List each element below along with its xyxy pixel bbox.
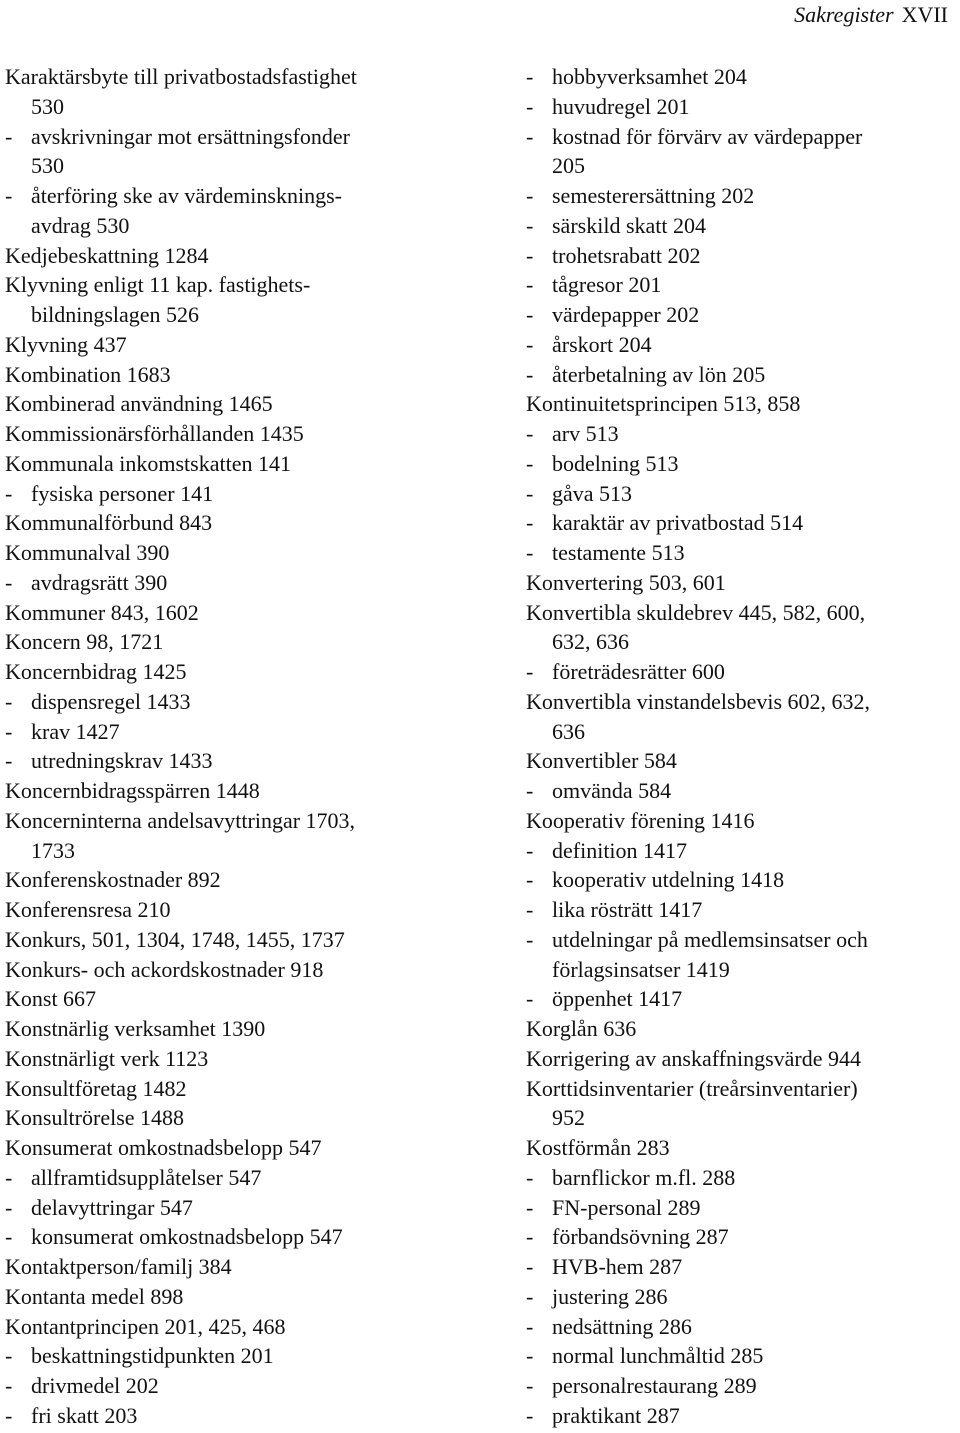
index-subentry [526, 330, 956, 360]
entry-text: avskrivningar mot ersättningsfonder [31, 123, 350, 149]
entry-text: kostnad för förvärv av värdepapper [552, 123, 863, 149]
entry-text: 636 [552, 718, 585, 744]
subentry-dash: - [526, 421, 534, 446]
subentry-dash: - [526, 510, 534, 536]
index-entry [5, 330, 475, 360]
index-entry [526, 1074, 956, 1104]
index-entry [5, 865, 475, 895]
entry-text: Konferensresa 210 [5, 897, 171, 922]
index-entry [526, 1133, 956, 1163]
index-subentry [526, 62, 956, 92]
entry-text: arv 513 [552, 421, 619, 446]
page-number: XVII [901, 2, 948, 27]
index-subentry [5, 717, 475, 747]
entry-text: definition 1417 [552, 837, 688, 863]
index-subentry [5, 687, 475, 717]
subentry-dash: - [5, 1164, 13, 1190]
entry-text: normal lunchmåltid 285 [552, 1343, 764, 1369]
entry-text: Kontantprincipen 201, 425, 468 [5, 1313, 286, 1339]
subentry-dash: - [526, 123, 534, 149]
entry-text: Konvertibler 584 [526, 748, 677, 774]
entry-text: allframtidsupplåtelser 547 [31, 1164, 262, 1190]
index-entry [5, 360, 475, 390]
index-entry [526, 568, 956, 598]
subentry-dash: - [526, 64, 534, 89]
index-subentry [526, 479, 956, 509]
subentry-dash: - [5, 123, 13, 149]
entry-text: trohetsrabatt 202 [552, 242, 701, 268]
entry-text: huvudregel 201 [552, 93, 690, 119]
subentry-dash: - [526, 1313, 534, 1339]
index-subentry [5, 1371, 475, 1401]
index-subentry [5, 1193, 475, 1223]
index-entry-continuation [526, 1103, 956, 1133]
entry-text: Korglån 636 [526, 1016, 637, 1041]
subentry-dash: - [526, 540, 534, 565]
index-column-right [526, 62, 956, 1431]
entry-text: företrädesrätter 600 [552, 659, 725, 684]
entry-text: beskattningstidpunkten 201 [31, 1343, 274, 1369]
index-subentry [526, 984, 956, 1014]
index-subentry [526, 1312, 956, 1342]
entry-text: semesterersättning 202 [552, 183, 755, 208]
subentry-dash: - [526, 986, 534, 1012]
subentry-dash: - [5, 1224, 13, 1250]
subentry-dash: - [526, 302, 534, 327]
index-subentry [526, 1341, 956, 1371]
entry-text: drivmedel 202 [31, 1373, 159, 1398]
entry-text: dispensregel 1433 [31, 688, 191, 714]
index-entry [5, 1074, 475, 1104]
entry-text: återbetalning av lön 205 [552, 361, 766, 387]
subentry-dash: - [526, 183, 534, 208]
entry-text: testamente 513 [552, 540, 685, 565]
subentry-dash: - [5, 688, 13, 714]
subentry-dash: - [526, 1164, 534, 1190]
entry-text: Kontaktperson/familj 384 [5, 1254, 232, 1279]
entry-text: fri skatt 203 [31, 1402, 138, 1428]
entry-text: Konstnärligt verk 1123 [5, 1045, 209, 1071]
index-subentry [526, 776, 956, 806]
index-entry [5, 1282, 475, 1312]
entry-text: 952 [552, 1105, 585, 1131]
entry-text: Kooperativ förening 1416 [526, 807, 755, 833]
index-entry [5, 449, 475, 479]
index-column-left [5, 62, 475, 1431]
entry-text: årskort 204 [552, 331, 652, 357]
index-entry [526, 806, 956, 836]
index-subentry [526, 657, 956, 687]
entry-text: värdepapper 202 [552, 302, 700, 327]
entry-text: tågresor 201 [552, 272, 662, 298]
entry-text: Konvertibla vinstandelsbevis 602, 632, [526, 688, 871, 714]
index-entry [526, 1044, 956, 1074]
index-entry-continuation [526, 627, 956, 657]
entry-text: Kedjebeskattning 1284 [5, 242, 209, 268]
subentry-dash: - [526, 450, 534, 476]
subentry-dash: - [5, 748, 13, 774]
index-entry [5, 776, 475, 806]
index-subentry [5, 1401, 475, 1431]
index-subentry [526, 270, 956, 300]
entry-text: återföring ske av värdeminsknings- [31, 183, 342, 208]
entry-text: Koncern 98, 1721 [5, 629, 164, 655]
entry-text: Konst 667 [5, 986, 97, 1012]
entry-text: Kommuner 843, 1602 [5, 599, 199, 625]
subentry-dash: - [526, 867, 534, 893]
subentry-dash: - [526, 1373, 534, 1398]
subentry-dash: - [526, 1194, 534, 1220]
index-subentry [526, 1282, 956, 1312]
entry-text: avdragsrätt 390 [31, 569, 168, 595]
entry-text: öppenhet 1417 [552, 986, 683, 1012]
index-subentry [526, 508, 956, 538]
entry-text: praktikant 287 [552, 1402, 680, 1428]
index-entry [5, 241, 475, 271]
index-subentry [526, 836, 956, 866]
index-entry-continuation [5, 92, 475, 122]
entry-text: konsumerat omkostnadsbelopp 547 [31, 1224, 343, 1250]
entry-text: Konvertibla skuldebrev 445, 582, 600, [526, 599, 866, 625]
index-entry [5, 925, 475, 955]
index-entry [5, 657, 475, 687]
entry-text: barnflickor m.fl. 288 [552, 1164, 736, 1190]
entry-text: Konstnärlig verksamhet 1390 [5, 1016, 266, 1041]
index-entry [5, 62, 475, 92]
index-subentry [526, 449, 956, 479]
index-entry [5, 806, 475, 836]
entry-text: Koncernbidragsspärren 1448 [5, 778, 260, 803]
entry-text: Kommunalförbund 843 [5, 510, 213, 536]
index-subentry [526, 1252, 956, 1282]
entry-text: Koncernbidrag 1425 [5, 659, 187, 684]
entry-text: utredningskrav 1433 [31, 748, 213, 774]
index-entry [5, 538, 475, 568]
entry-text: Korrigering av anskaffningsvärde 944 [526, 1045, 861, 1071]
entry-text: nedsättning 286 [552, 1313, 692, 1339]
entry-text: Karaktärsbyte till privatbostadsfastighet [5, 64, 357, 89]
entry-text: Kostförmån 283 [526, 1135, 670, 1160]
index-entry-continuation [526, 717, 956, 747]
index-entry [526, 687, 956, 717]
index-entry-continuation [5, 151, 475, 181]
index-entry-continuation [5, 836, 475, 866]
index-entry [5, 270, 475, 300]
index-entry [5, 508, 475, 538]
entry-text: karaktär av privatbostad 514 [552, 510, 804, 536]
index-entry-continuation [5, 300, 475, 330]
entry-text: 205 [552, 153, 585, 179]
index-entry [5, 1103, 475, 1133]
index-entry [526, 598, 956, 628]
entry-text: Kombination 1683 [5, 361, 171, 387]
index-subentry [526, 181, 956, 211]
index-entry-continuation [526, 955, 956, 985]
index-subentry [526, 538, 956, 568]
entry-text: gåva 513 [552, 480, 633, 506]
index-subentry [5, 181, 475, 211]
entry-text: hobbyverksamhet 204 [552, 64, 747, 89]
subentry-dash: - [526, 897, 534, 922]
subentry-dash: - [526, 361, 534, 387]
index-subentry [526, 1371, 956, 1401]
subentry-dash: - [5, 1194, 13, 1220]
subentry-dash: - [5, 480, 13, 506]
subentry-dash: - [526, 659, 534, 684]
subentry-dash: - [526, 1283, 534, 1309]
index-entry [5, 1014, 475, 1044]
index-subentry [526, 1193, 956, 1223]
index-subentry [5, 1163, 475, 1193]
index-entry [5, 1252, 475, 1282]
entry-text: Klyvning enligt 11 kap. fastighets- [5, 272, 311, 298]
subentry-dash: - [5, 183, 13, 208]
entry-text: särskild skatt 204 [552, 212, 706, 238]
index-subentry [526, 419, 956, 449]
entry-text: kooperativ utdelning 1418 [552, 867, 785, 893]
entry-text: FN-personal 289 [552, 1194, 701, 1220]
subentry-dash: - [526, 1402, 534, 1428]
entry-text: bildningslagen 526 [31, 302, 200, 327]
subentry-dash: - [526, 837, 534, 863]
index-subentry [5, 746, 475, 776]
entry-text: delavyttringar 547 [31, 1194, 193, 1220]
subentry-dash: - [526, 778, 534, 803]
entry-text: omvända 584 [552, 778, 672, 803]
entry-text: Korttidsinventarier (treårsinventarier) [526, 1075, 858, 1101]
subentry-dash: - [526, 1224, 534, 1250]
index-subentry [5, 122, 475, 152]
entry-text: Konferenskostnader 892 [5, 867, 221, 893]
index-entry [526, 746, 956, 776]
index-subentry [526, 925, 956, 955]
entry-text: Konsultrörelse 1488 [5, 1105, 185, 1131]
entry-text: Konsultföretag 1482 [5, 1075, 187, 1101]
index-subentry [526, 865, 956, 895]
index-subentry [526, 1401, 956, 1431]
entry-text: utdelningar på medlemsinsatser och [552, 926, 868, 952]
index-entry [5, 598, 475, 628]
index-entry [5, 1044, 475, 1074]
entry-text: Klyvning 437 [5, 331, 127, 357]
subentry-dash: - [5, 1402, 13, 1428]
index-entry-continuation [526, 151, 956, 181]
entry-text: Konsumerat omkostnadsbelopp 547 [5, 1135, 322, 1160]
section-title: Sakregister [794, 2, 894, 27]
index-entry [5, 1133, 475, 1163]
entry-text: Kommunala inkomstskatten 141 [5, 450, 291, 476]
index-subentry [526, 241, 956, 271]
entry-text: fysiska personer 141 [31, 480, 214, 506]
subentry-dash: - [526, 331, 534, 357]
subentry-dash: - [526, 242, 534, 268]
index-subentry [526, 300, 956, 330]
subentry-dash: - [5, 1343, 13, 1369]
index-entry [5, 1312, 475, 1342]
entry-text: förbandsövning 287 [552, 1224, 729, 1250]
index-entry [5, 955, 475, 985]
index-entry [526, 1014, 956, 1044]
entry-text: lika rösträtt 1417 [552, 897, 703, 922]
entry-text: Kommunalval 390 [5, 540, 170, 565]
entry-text: 1733 [31, 837, 75, 863]
index-entry [5, 627, 475, 657]
index-subentry [5, 479, 475, 509]
entry-text: Kontanta medel 898 [5, 1283, 184, 1309]
subentry-dash: - [5, 1373, 13, 1398]
index-entry [5, 389, 475, 419]
subentry-dash: - [5, 718, 13, 744]
subentry-dash: - [526, 926, 534, 952]
index-subentry [526, 360, 956, 390]
entry-text: Konvertering 503, 601 [526, 569, 726, 595]
index-subentry [526, 122, 956, 152]
index-entry-continuation [5, 211, 475, 241]
index-subentry [5, 1341, 475, 1371]
entry-text: bodelning 513 [552, 450, 679, 476]
entry-text: personalrestaurang 289 [552, 1373, 757, 1398]
entry-text: Kommissionärsförhållanden 1435 [5, 421, 304, 446]
running-header [794, 0, 948, 30]
entry-text: HVB-hem 287 [552, 1254, 683, 1279]
subentry-dash: - [526, 1343, 534, 1369]
index-entry [5, 895, 475, 925]
index-subentry [5, 1222, 475, 1252]
subentry-dash: - [526, 1254, 534, 1279]
entry-text: justering 286 [552, 1283, 668, 1309]
entry-text: förlagsinsatser 1419 [552, 956, 730, 982]
subentry-dash: - [526, 480, 534, 506]
subentry-dash: - [526, 212, 534, 238]
entry-text: Konkurs- och ackordskostnader 918 [5, 956, 324, 982]
index-subentry [526, 1163, 956, 1193]
index-subentry [526, 895, 956, 925]
index-subentry [526, 211, 956, 241]
entry-text: Kombinerad användning 1465 [5, 391, 273, 417]
index-entry [526, 389, 956, 419]
entry-text: Koncerninterna andelsavyttringar 1703, [5, 807, 356, 833]
entry-text: Konkurs, 501, 1304, 1748, 1455, 1737 [5, 926, 345, 952]
subentry-dash: - [5, 569, 13, 595]
index-entry [5, 984, 475, 1014]
index-subentry [526, 92, 956, 122]
subentry-dash: - [526, 93, 534, 119]
entry-text: 632, 636 [552, 629, 629, 655]
index-entry [5, 419, 475, 449]
entry-text: avdrag 530 [31, 212, 130, 238]
index-subentry [526, 1222, 956, 1252]
index-subentry [5, 568, 475, 598]
subentry-dash: - [526, 272, 534, 298]
entry-text: krav 1427 [31, 718, 120, 744]
entry-text: Kontinuitetsprincipen 513, 858 [526, 391, 801, 417]
entry-text: 530 [31, 93, 64, 119]
entry-text: 530 [31, 153, 64, 179]
